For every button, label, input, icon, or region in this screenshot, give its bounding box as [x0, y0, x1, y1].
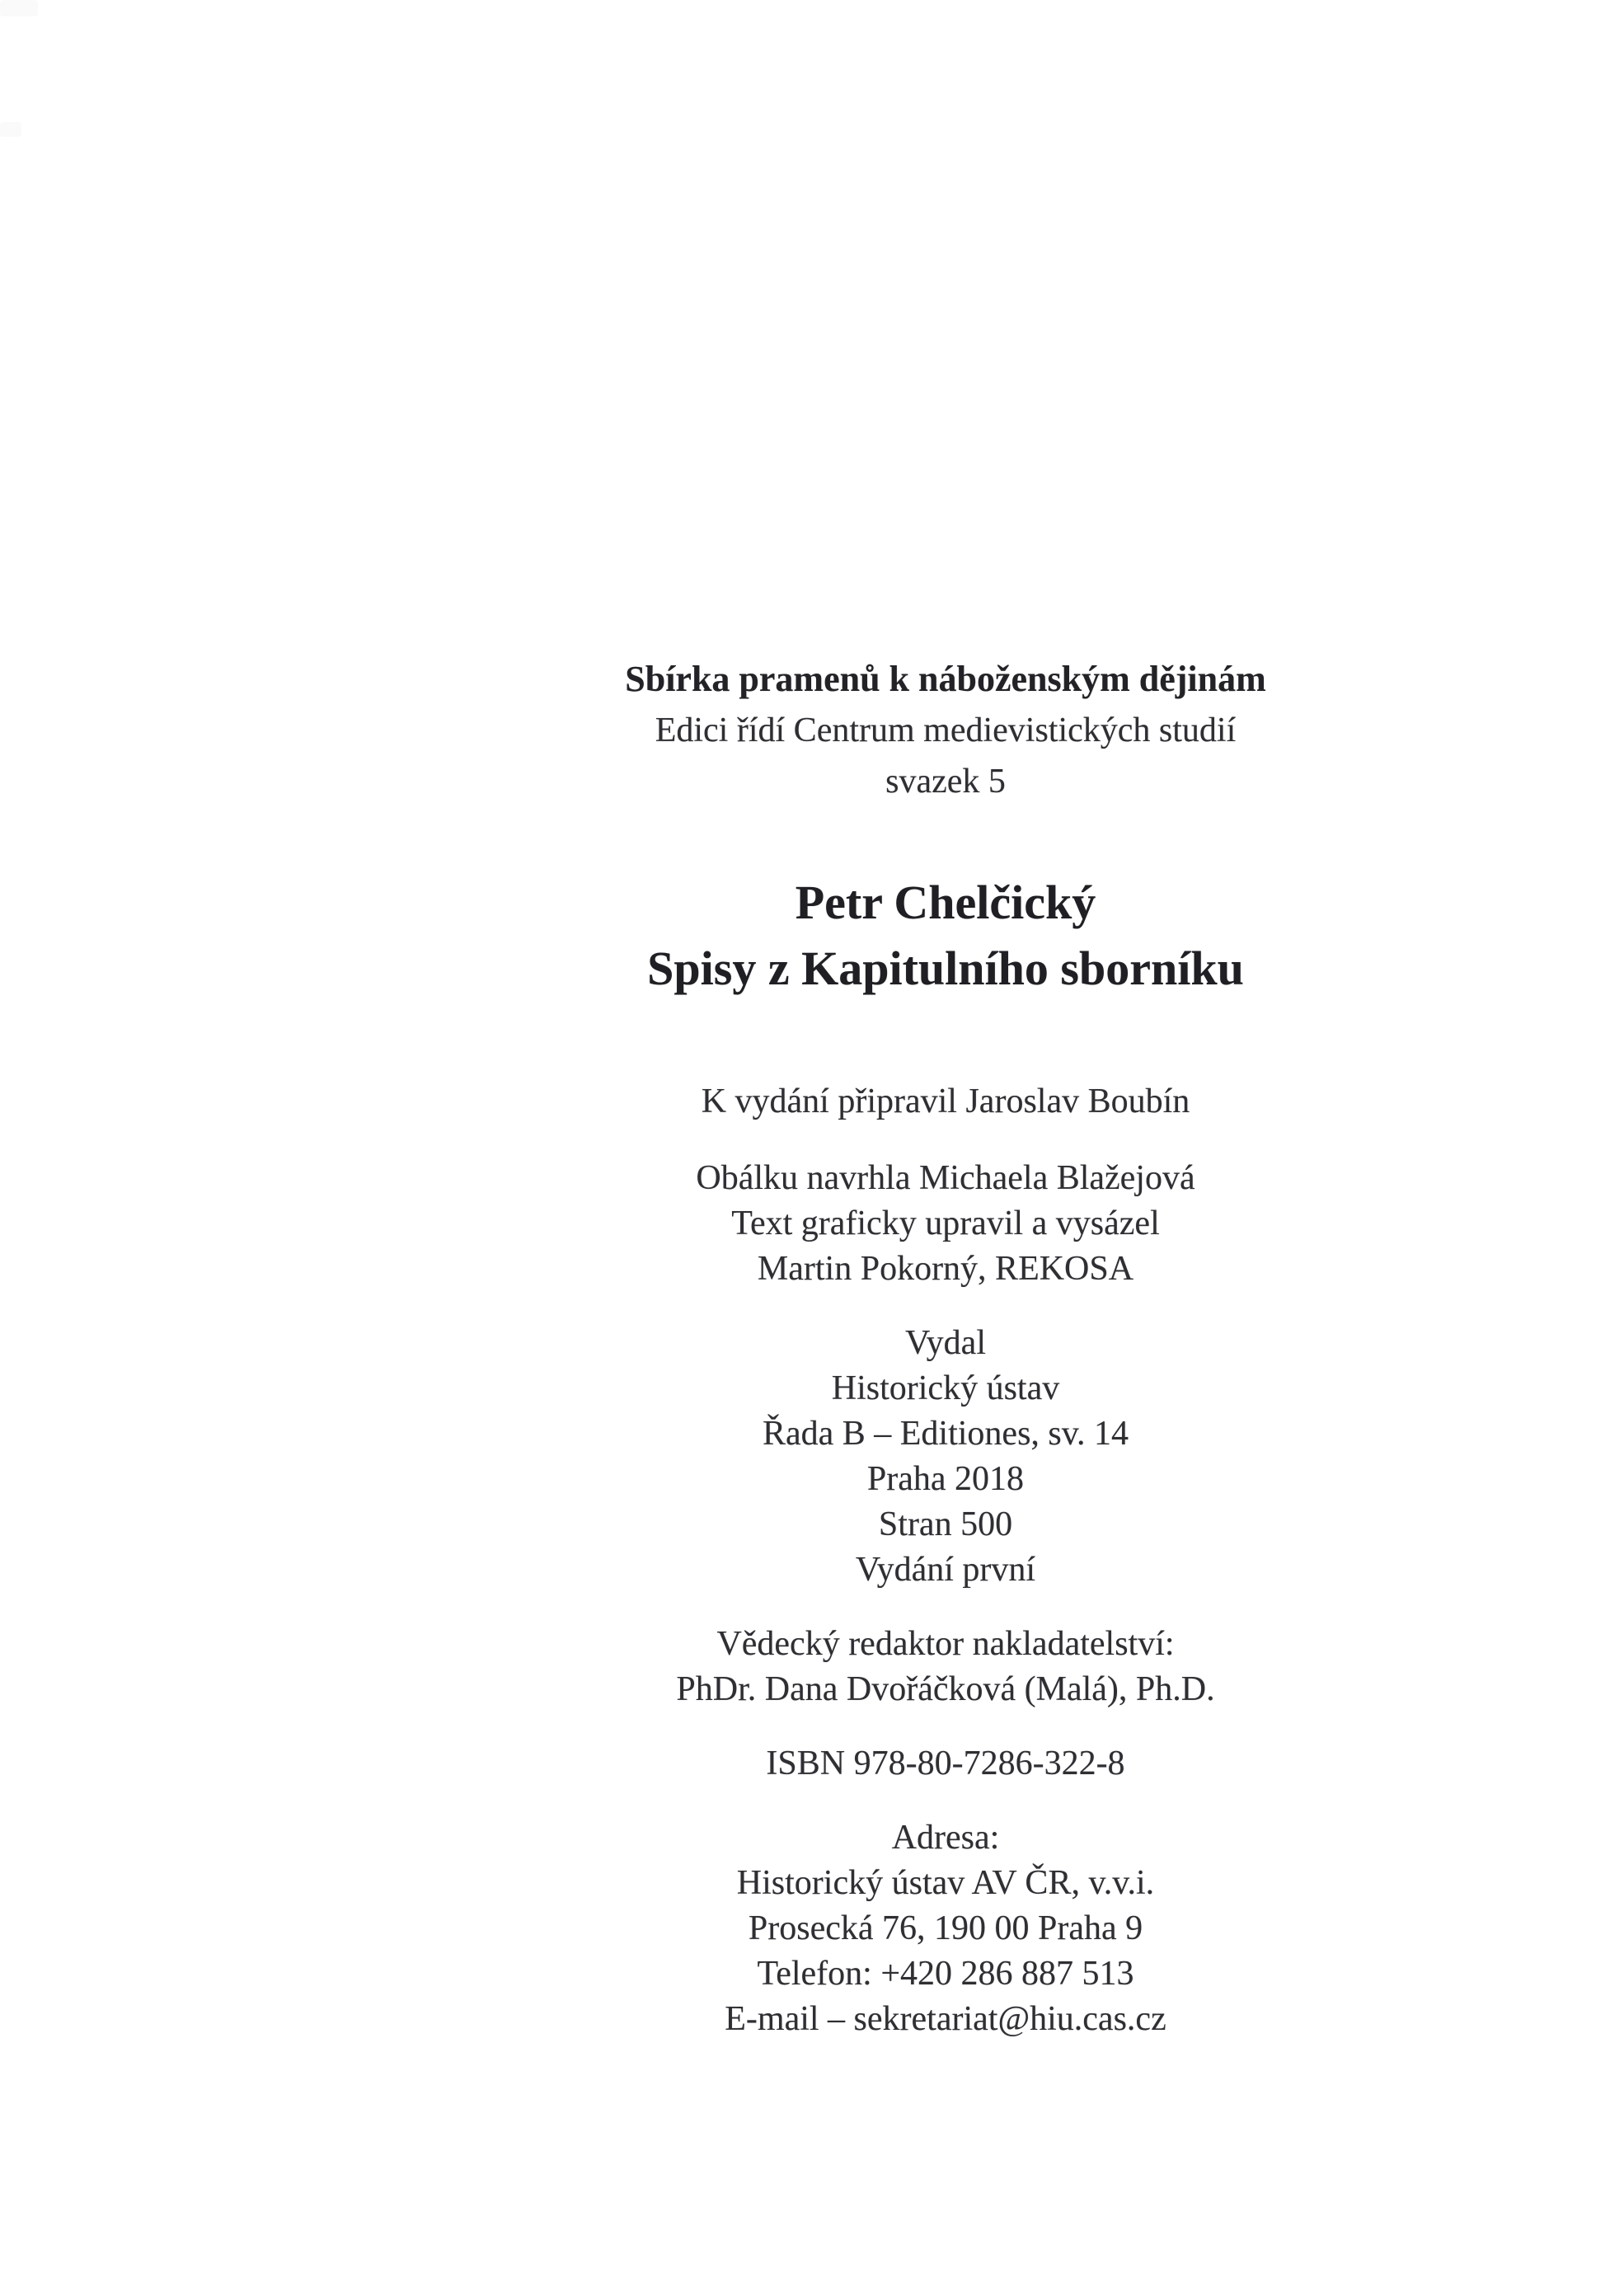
typesetting-credit: Text graficky upravil a vysázel [731, 1205, 1160, 1242]
typesetter-name: Martin Pokorný, REKOSA [757, 1250, 1134, 1288]
science-editor-label: Vědecký redaktor nakladatelství: [716, 1625, 1175, 1663]
series-editor: Edici řídí Centrum medievistických studií [655, 711, 1237, 749]
book-author: Petr Chelčický [795, 876, 1096, 929]
scan-artifact [0, 0, 38, 16]
address-institution: Historický ústav AV ČR, v.v.i. [736, 1864, 1155, 1902]
isbn-number: ISBN 978-80-7286-322-8 [766, 1745, 1125, 1782]
publisher-line: Řada B – Editiones, sv. 14 [762, 1415, 1129, 1453]
address-phone: Telefon: +420 286 887 513 [757, 1955, 1134, 1993]
publisher-line: Vydal [905, 1324, 986, 1362]
publisher-line: Historický ústav [831, 1369, 1060, 1407]
publisher-line: Praha 2018 [866, 1460, 1025, 1498]
colophon-text-column [265, 0, 1624, 2287]
volume-number: svazek 5 [885, 763, 1006, 801]
scan-artifact [0, 122, 21, 137]
publisher-line: Vydání první [855, 1551, 1036, 1589]
science-editor-name: PhDr. Dana Dvořáčková (Malá), Ph.D. [676, 1670, 1215, 1708]
publisher-line: Stran 500 [878, 1505, 1013, 1543]
address-label: Adresa: [891, 1819, 1000, 1857]
address-email: E-mail – sekretariat@hiu.cas.cz [725, 2000, 1166, 2038]
book-title: Spisy z Kapitulního sborníku [647, 942, 1244, 995]
cover-design-credit: Obálku navrhla Michaela Blažejová [696, 1159, 1195, 1197]
series-title: Sbírka pramenů k náboženským dějinám [625, 659, 1266, 699]
address-street: Prosecká 76, 190 00 Praha 9 [748, 1909, 1143, 1947]
editor-credit: K vydání připravil Jaroslav Boubín [701, 1082, 1190, 1120]
